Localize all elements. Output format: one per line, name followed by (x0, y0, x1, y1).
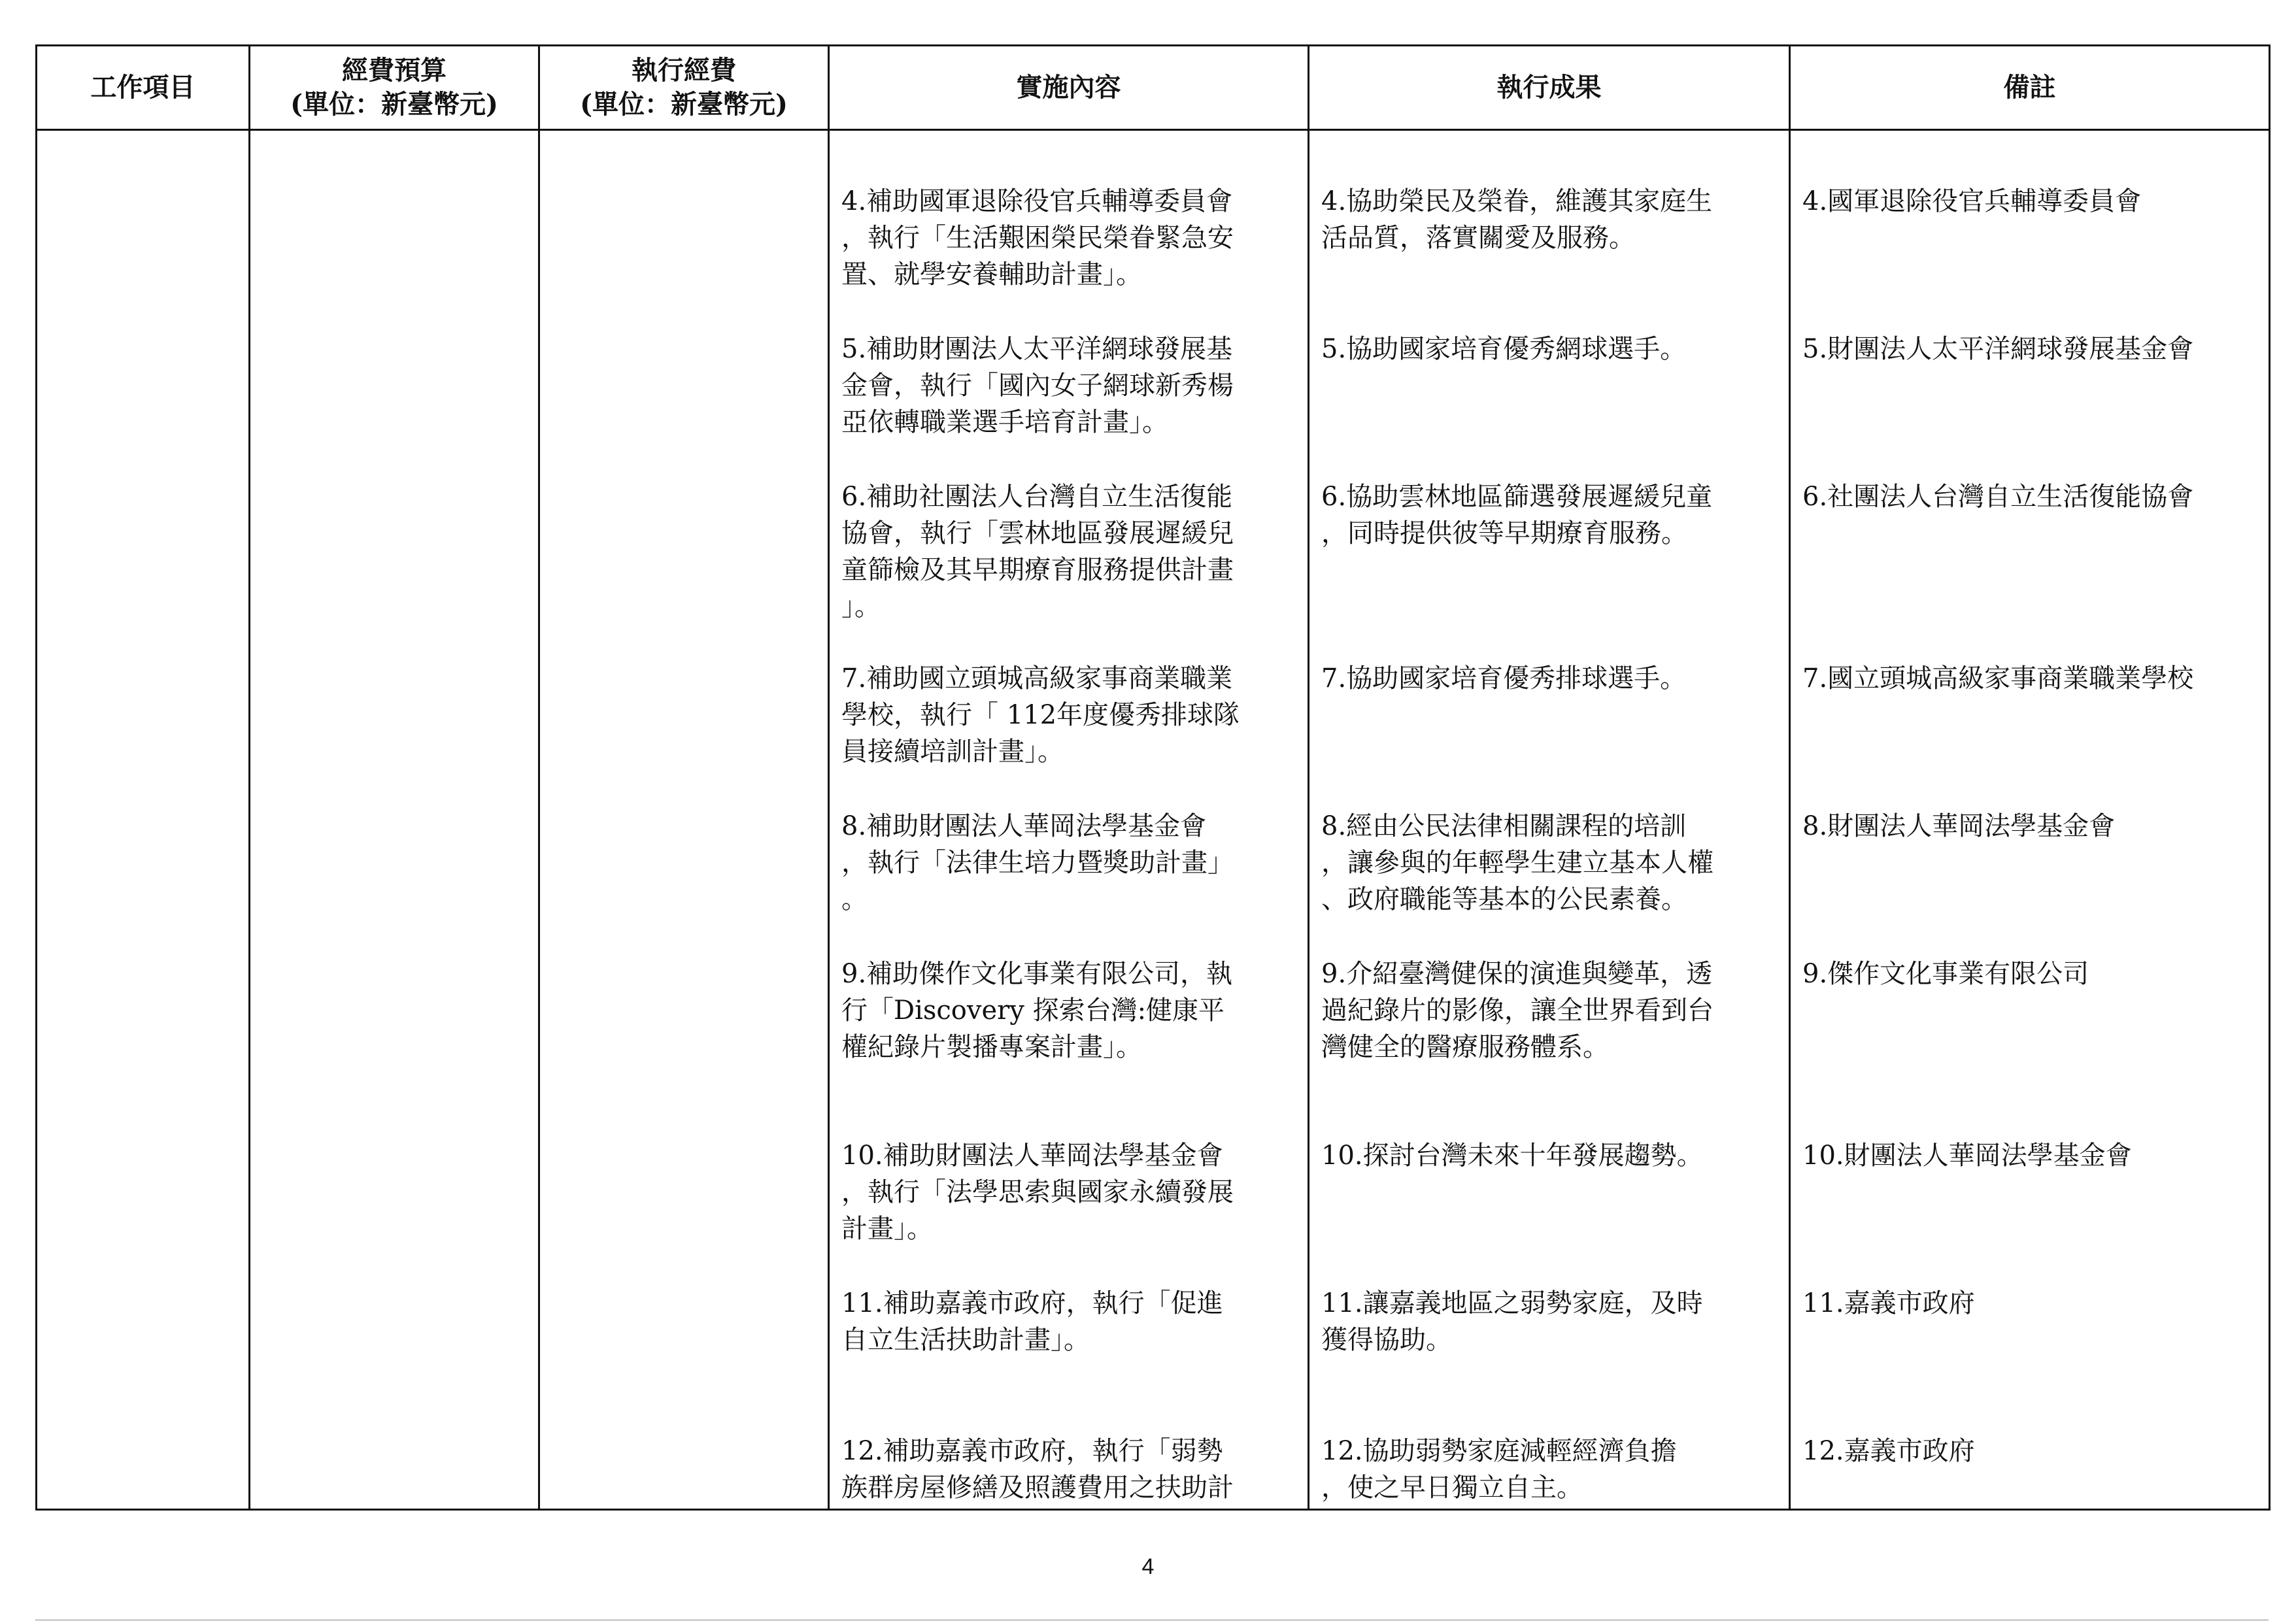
budget-cell (250, 130, 539, 1510)
results-cell (1309, 130, 1790, 1510)
budget-execution-table-container (35, 44, 2269, 1509)
remark-entry-12: 12.嘉義市政府 (1802, 1436, 1975, 1466)
header-executed-title: 執行經費 (632, 55, 736, 86)
content-entry-8: 8.補助財團法人華岡法學基金會 ，執行「法律生培力暨獎助計畫」 。 (841, 811, 1234, 914)
header-budget-title: 經費預算 (342, 55, 447, 86)
remark-entry-5: 5.財團法人太平洋網球發展基金會 (1802, 334, 2194, 364)
budget-execution-table (35, 44, 2271, 1511)
page-number: 4 (1141, 1554, 1155, 1579)
content-entry-9: 9.補助傑作文化事業有限公司，執 行「Discovery 探索台灣:健康平 權紀錄片製播專案計畫」。 (841, 959, 1233, 1062)
result-entry-6: 6.協助雲林地區篩選發展遲緩兒童 ，同時提供彼等早期療育服務。 (1321, 482, 1713, 548)
header-remarks: 備註 (1790, 46, 2270, 130)
header-executed (539, 46, 829, 130)
remark-entry-6: 6.社團法人台灣自立生活復能協會 (1802, 482, 2194, 512)
result-entry-4: 4.協助榮民及榮眷，維護其家庭生 活品質，落實關愛及服務。 (1321, 186, 1713, 253)
content-entry-4: 4.補助國軍退除役官兵輔導委員會 ，執行「生活艱困榮民榮眷緊急安 置、就學安養輔助計畫」。 (841, 186, 1234, 290)
content-cell (829, 130, 1309, 1510)
result-entry-10: 10.探討台灣未來十年發展趨勢。 (1321, 1141, 1703, 1171)
remark-entry-10: 10.財團法人華岡法學基金會 (1802, 1141, 2132, 1171)
header-executed-unit: (單位：新臺幣元) (580, 89, 788, 120)
remark-entry-4: 4.國軍退除役官兵輔導委員會 (1802, 186, 2142, 216)
work-item-cell (37, 130, 250, 1510)
content-entry-6: 6.補助社團法人台灣自立生活復能 協會，執行「雲林地區發展遲緩兒 童篩檢及其早期療育服務提供計畫 」。 (841, 482, 1234, 622)
table-body-row (37, 130, 2270, 1510)
content-entry-11: 11.補助嘉義市政府，執行「促進 自立生活扶助計畫」。 (841, 1288, 1223, 1355)
header-content: 實施內容 (829, 46, 1309, 130)
header-budget-unit: (單位：新臺幣元) (290, 89, 498, 120)
content-entry-12: 12.補助嘉義市政府，執行「弱勢 族群房屋修繕及照護費用之扶助計 (841, 1436, 1234, 1503)
content-entry-10: 10.補助財團法人華岡法學基金會 ，執行「法學思索與國家永續發展 計畫」。 (841, 1141, 1234, 1244)
result-entry-11: 11.讓嘉義地區之弱勢家庭，及時 獲得協助。 (1321, 1288, 1703, 1355)
result-entry-8: 8.經由公民法律相關課程的培訓 ，讓參與的年輕學生建立基本人權 、政府職能等基本的公民素養。 (1321, 811, 1714, 914)
remark-entry-7: 7.國立頭城高級家事商業職業學校 (1802, 663, 2194, 694)
header-work-item: 工作項目 (37, 46, 250, 130)
remarks-cell (1790, 130, 2270, 1510)
remark-entry-8: 8.財團法人華岡法學基金會 (1802, 811, 2116, 841)
result-entry-9: 9.介紹臺灣健保的演進與變革，透 過紀錄片的影像，讓全世界看到台 灣健全的醫療服務體系。 (1321, 959, 1714, 1062)
header-budget (250, 46, 539, 130)
remark-entry-11: 11.嘉義市政府 (1802, 1288, 1975, 1318)
result-entry-12: 12.協助弱勢家庭減輕經濟負擔 ，使之早日獨立自主。 (1321, 1436, 1677, 1503)
result-entry-5: 5.協助國家培育優秀網球選手。 (1321, 334, 1687, 364)
remark-entry-9: 9.傑作文化事業有限公司 (1802, 959, 2089, 989)
content-entry-5: 5.補助財團法人太平洋網球發展基 金會，執行「國內女子網球新秀楊 亞依轉職業選手培育計畫」。 (841, 334, 1234, 437)
result-entry-7: 7.協助國家培育優秀排球選手。 (1321, 663, 1687, 694)
executed-cell (539, 130, 829, 1510)
table-header-row (37, 46, 2270, 130)
header-results: 執行成果 (1309, 46, 1790, 130)
content-entry-7: 7.補助國立頭城高級家事商業職業 學校，執行「 112年度優秀排球隊 員接續培訓計畫」。 (841, 663, 1240, 767)
